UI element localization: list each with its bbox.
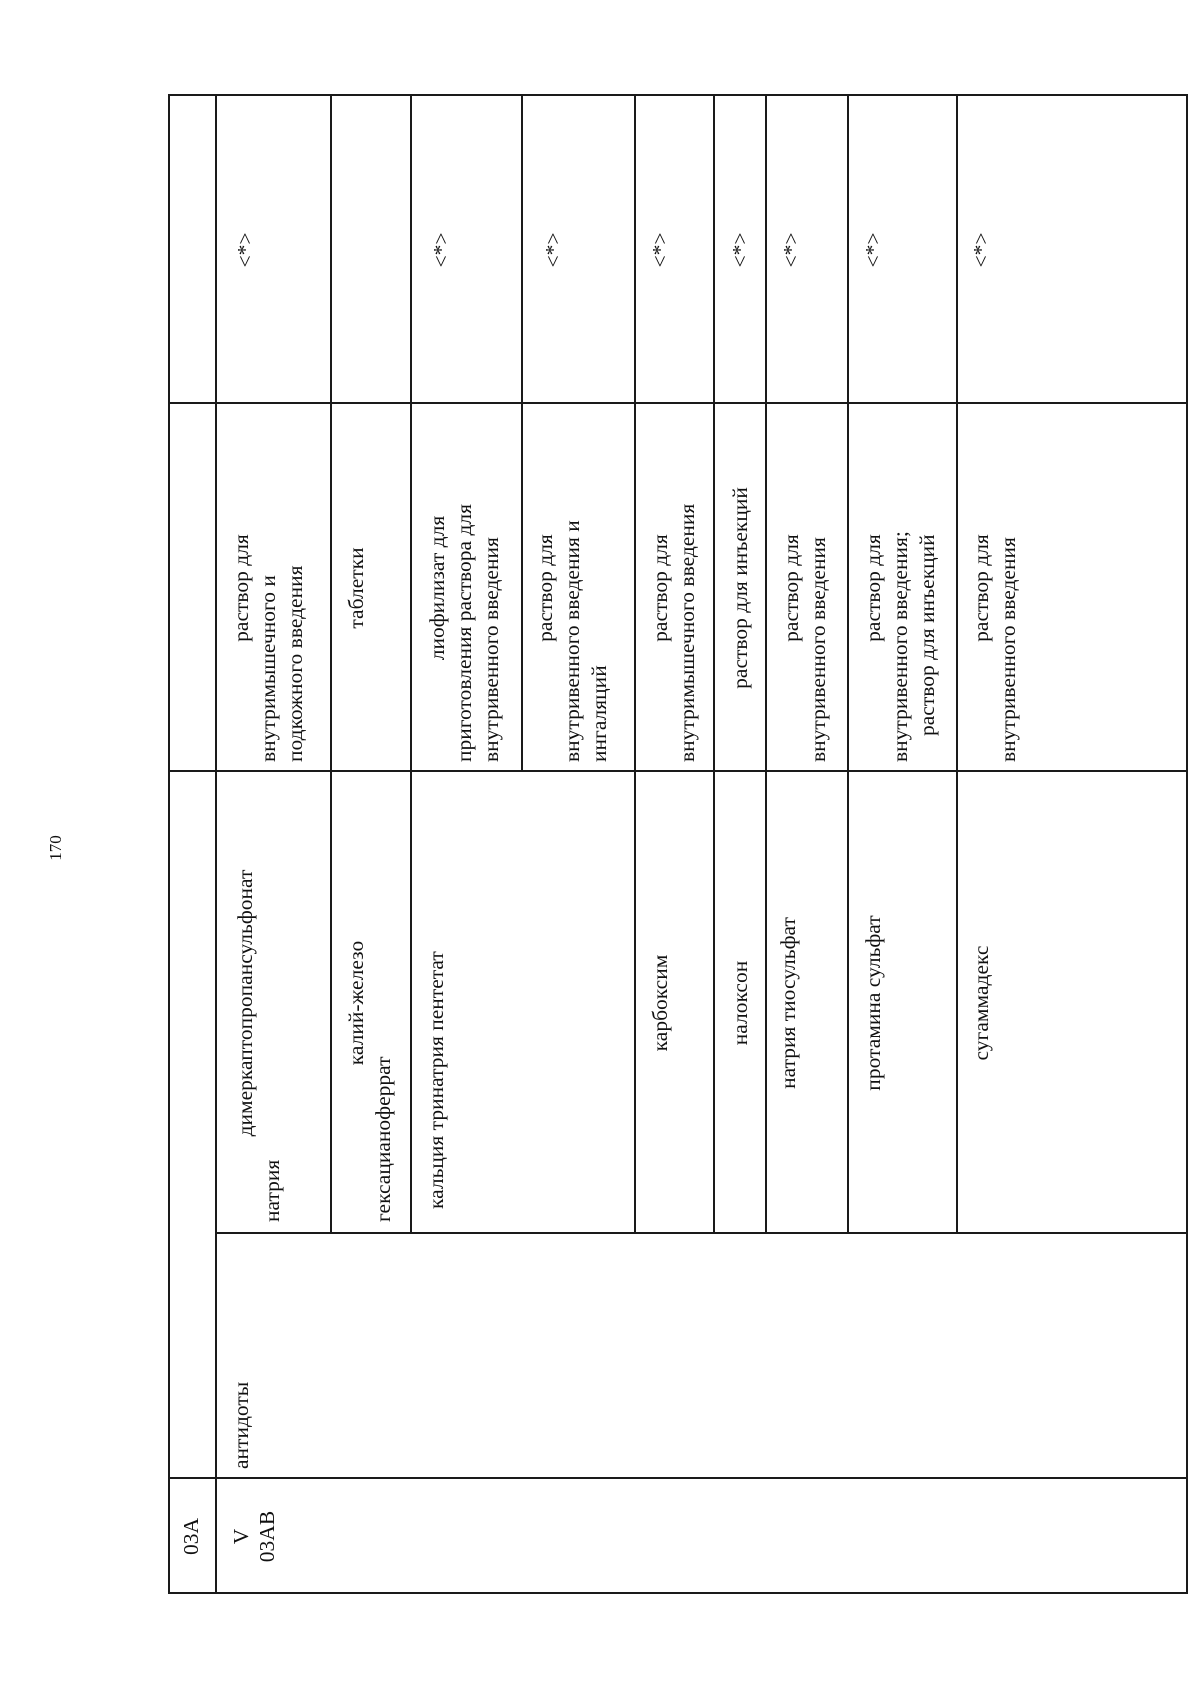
drug-name-line1: кальция тринатрия пентетат	[424, 951, 448, 1209]
table-border-right	[168, 94, 1188, 96]
dosage-form-line1: раствор для	[229, 534, 253, 642]
code-column-line	[168, 1477, 1188, 1479]
drug-name-line1: натрия тиосульфат	[776, 917, 800, 1089]
dosage-form-line1: раствор для инъекций	[728, 487, 752, 689]
dosage-form-line1: раствор для	[969, 534, 993, 642]
dosage-form-line3: ингаляций	[587, 665, 611, 762]
dosage-form-line3: подкожного введения	[283, 565, 307, 762]
dosage-form-line2: внутримышечного введения	[675, 503, 699, 762]
drug-name-line1: карбоксим	[648, 954, 672, 1052]
row-line-6	[765, 94, 767, 1234]
form-column-line	[168, 402, 1188, 404]
note-mark: <*>	[969, 232, 993, 268]
dosage-form-line3: внутривенного введения	[479, 537, 503, 762]
dosage-form-line2: внутримышечного и	[256, 575, 280, 762]
dosage-form-line2: внутривенного введения	[806, 537, 830, 762]
row-line-7	[847, 94, 849, 1234]
note-mark: <*>	[779, 232, 803, 268]
dosage-form-line3: раствор для инъекций	[915, 534, 939, 736]
note-mark: <*>	[429, 232, 453, 268]
drug-name-line2: гексацианоферрат	[371, 1056, 395, 1222]
dosage-form-line1: раствор для	[861, 534, 885, 642]
sub-code-line1: V	[229, 1528, 253, 1545]
table-border-left	[168, 1592, 1188, 1594]
row-line-5	[713, 94, 715, 1234]
drug-column-line	[168, 770, 1188, 772]
dosage-form-line1: таблетки	[344, 547, 368, 629]
note-mark: <*>	[233, 232, 257, 268]
dosage-form-line2: приготовления раствора для	[452, 504, 476, 762]
group-code: 03А	[179, 1517, 203, 1556]
table-border-bottom	[1186, 94, 1188, 1594]
drug-name-line1: димеркаптопропансульфонат	[233, 869, 257, 1137]
dosage-form-line2: внутривенного введения;	[888, 531, 912, 762]
note-mark: <*>	[541, 232, 565, 268]
drug-name-line1: протамина сульфат	[861, 915, 885, 1091]
row-line-3	[521, 94, 523, 772]
note-mark: <*>	[648, 232, 672, 268]
row-line-8	[956, 94, 958, 1234]
dosage-form-line2: внутривенного введения и	[560, 520, 584, 762]
dosage-form-line1: раствор для	[533, 534, 557, 642]
dosage-form-line2: внутривенного введения	[996, 537, 1020, 762]
dosage-form-line1: лиофилизат для	[425, 515, 449, 661]
drug-name-line2: натрия	[260, 1159, 284, 1222]
table-border-top	[168, 94, 170, 1594]
row-line-2	[410, 94, 412, 1234]
header-row-line	[215, 94, 217, 1594]
drug-table	[168, 94, 1188, 1594]
drug-name-line1: налоксон	[728, 960, 752, 1046]
dosage-form-line1: раствор для	[648, 534, 672, 642]
note-mark: <*>	[861, 232, 885, 268]
row-line-4	[634, 94, 636, 1234]
note-mark: <*>	[728, 232, 752, 268]
row-line-1	[330, 94, 332, 1234]
drug-name-line1: сугаммадекс	[969, 945, 993, 1061]
dosage-form-line1: раствор для	[779, 534, 803, 642]
group-name: антидоты	[229, 1381, 253, 1469]
sub-code-line2: 03АВ	[255, 1510, 279, 1563]
drug-name-line1: калий-железо	[344, 940, 368, 1066]
page-number: 170	[46, 835, 65, 861]
